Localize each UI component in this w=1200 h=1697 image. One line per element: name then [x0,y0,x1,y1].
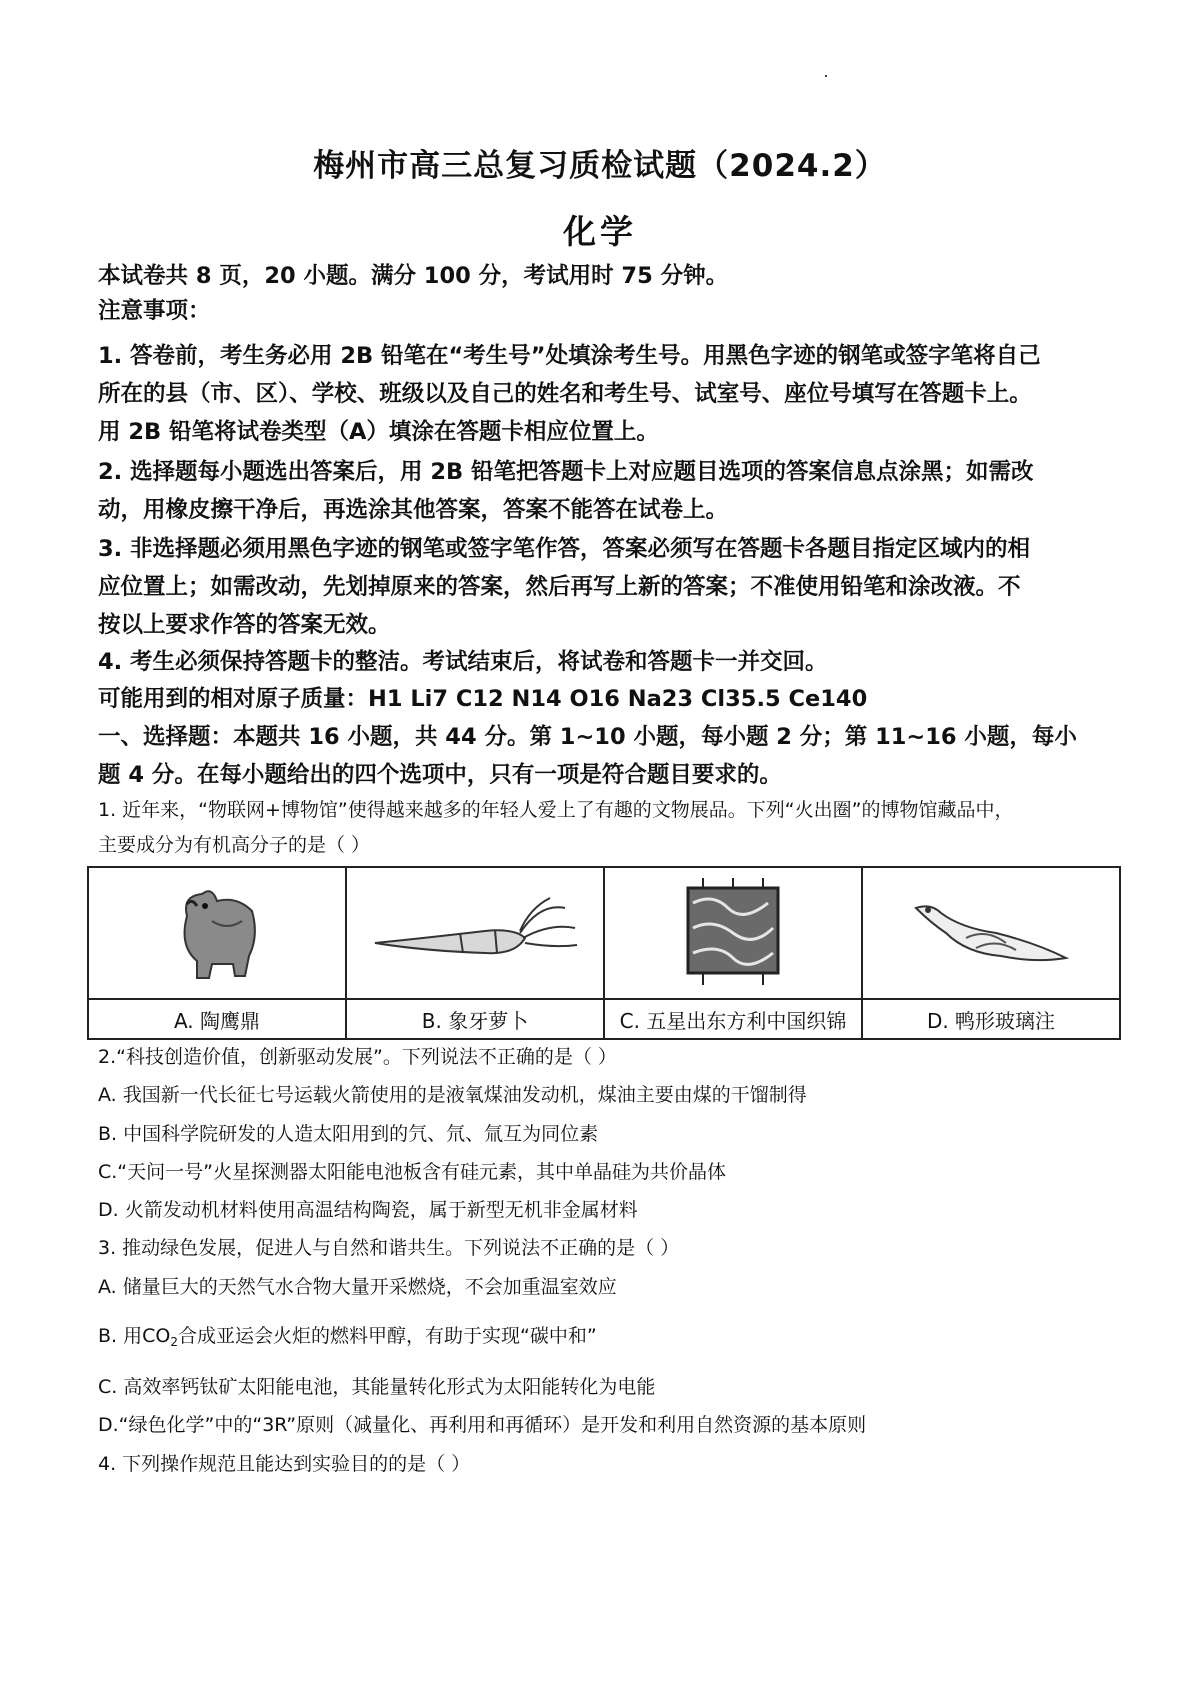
option-c-image-cell [604,867,862,999]
note-line: 1. 答卷前，考生务必用 2B 铅笔在“考生号”处填涂考生号。用黑色字迹的钢笔或签字笔将自己 [98,343,1041,369]
option-b-label: B. 象牙萝卜 [346,999,604,1039]
note-line: 所在的县（市、区）、学校、班级以及自己的姓名和考生号、试室号、座位号填写在答题卡上。 [98,381,1032,407]
note-line: 2. 选择题每小题选出答案后，用 2B 铅笔把答题卡上对应题目选项的答案信息点涂黑；如需改 [98,459,1034,485]
q2-option-c: C.“天问一号”火星探测器太阳能电池板含有硅元素，其中单晶硅为共价晶体 [98,1161,726,1183]
section-heading-cont: 题 4 分。在每小题给出的四个选项中，只有一项是符合题目要求的。 [98,762,782,788]
brocade-image [673,873,793,993]
notes-heading: 注意事项： [98,298,211,324]
exam-title: 梅州市高三总复习质检试题（2024.2） [313,148,887,184]
co2-subscript: 2 [170,1335,178,1349]
note-line: 3. 非选择题必须用黑色字迹的钢笔或签字笔作答，答案必须写在答题卡各题目指定区域内的相 [98,536,1031,562]
section-heading: 一、选择题：本题共 16 小题，共 44 分。第 1~10 小题，每小题 2 分；第 11~16 小题，每小 [98,724,1077,750]
q3-option-b-prefix: B. 用 [98,1325,143,1347]
q3-option-b [98,1321,1118,1357]
q3-option-b-suffix: 合成亚运会火炬的燃料甲醇，有助于实现“碳中和” [178,1325,597,1347]
note-line: 用 2B 铅笔将试卷类型（A）填涂在答题卡相应位置上。 [98,419,659,445]
note-line: 按以上要求作答的答案无效。 [98,612,391,638]
q1-options-table [87,866,1121,1040]
subject-title: 化学 [563,212,637,251]
duck-glass-image [906,888,1076,978]
ivory-radish-image [365,883,585,983]
option-d-label: D. 鸭形玻璃注 [862,999,1120,1039]
q3-stem: 3. 推动绿色发展，促进人与自然和谐共生。下列说法不正确的是（ ） [98,1237,680,1259]
q2-option-a: A. 我国新一代长征七号运载火箭使用的是液氧煤油发动机，煤油主要由煤的干馏制得 [98,1084,807,1106]
note-line: 应位置上；如需改动，先划掉原来的答案，然后再写上新的答案；不准使用铅笔和涂改液。不 [98,574,1021,600]
exam-summary: 本试卷共 8 页，20 小题。满分 100 分，考试用时 75 分钟。 [98,263,729,289]
q3-option-d: D.“绿色化学”中的“3R”原则（减量化、再利用和再循环）是开发和利用自然资源的基本原则 [98,1414,867,1436]
option-b-image-cell [346,867,604,999]
q2-stem: 2.“科技创造价值，创新驱动发展”。下列说法不正确的是（ ） [98,1046,617,1068]
q3-option-c: C. 高效率钙钛矿太阳能电池，其能量转化形式为太阳能转化为电能 [98,1376,656,1398]
atomic-masses: 可能用到的相对原子质量：H1 Li7 C12 N14 O16 Na23 Cl35.5 Ce140 [98,686,868,712]
q1-stem: 1. 近年来，“物联网+博物馆”使得越来越多的年轻人爱上了有趣的文物展品。下列“火出圈”的博物馆藏品中， [98,799,1014,821]
co2-formula: CO [142,1325,171,1347]
note-line: 4. 考生必须保持答题卡的整洁。考试结束后，将试卷和答题卡一并交回。 [98,649,828,675]
note-line: 动，用橡皮擦干净后，再选涂其他答案，答案不能答在试卷上。 [98,497,729,523]
scan-speck [825,75,827,77]
option-a-image-cell [88,867,346,999]
option-c-label: C. 五星出东方利中国织锦 [604,999,862,1039]
q4-stem: 4. 下列操作规范且能达到实验目的的是（ ） [98,1453,471,1475]
option-d-image-cell [862,867,1120,999]
option-a-label: A. 陶鹰鼎 [88,999,346,1039]
q2-option-b: B. 中国科学院研发的人造太阳用到的氕、氘、氚互为同位素 [98,1123,599,1145]
q1-stem-cont: 主要成分为有机高分子的是（ ） [98,834,371,856]
q2-option-d: D. 火箭发动机材料使用高温结构陶瓷，属于新型无机非金属材料 [98,1199,638,1221]
eagle-vessel-image [167,876,267,991]
q3-option-a: A. 储量巨大的天然气水合物大量开采燃烧，不会加重温室效应 [98,1276,617,1298]
